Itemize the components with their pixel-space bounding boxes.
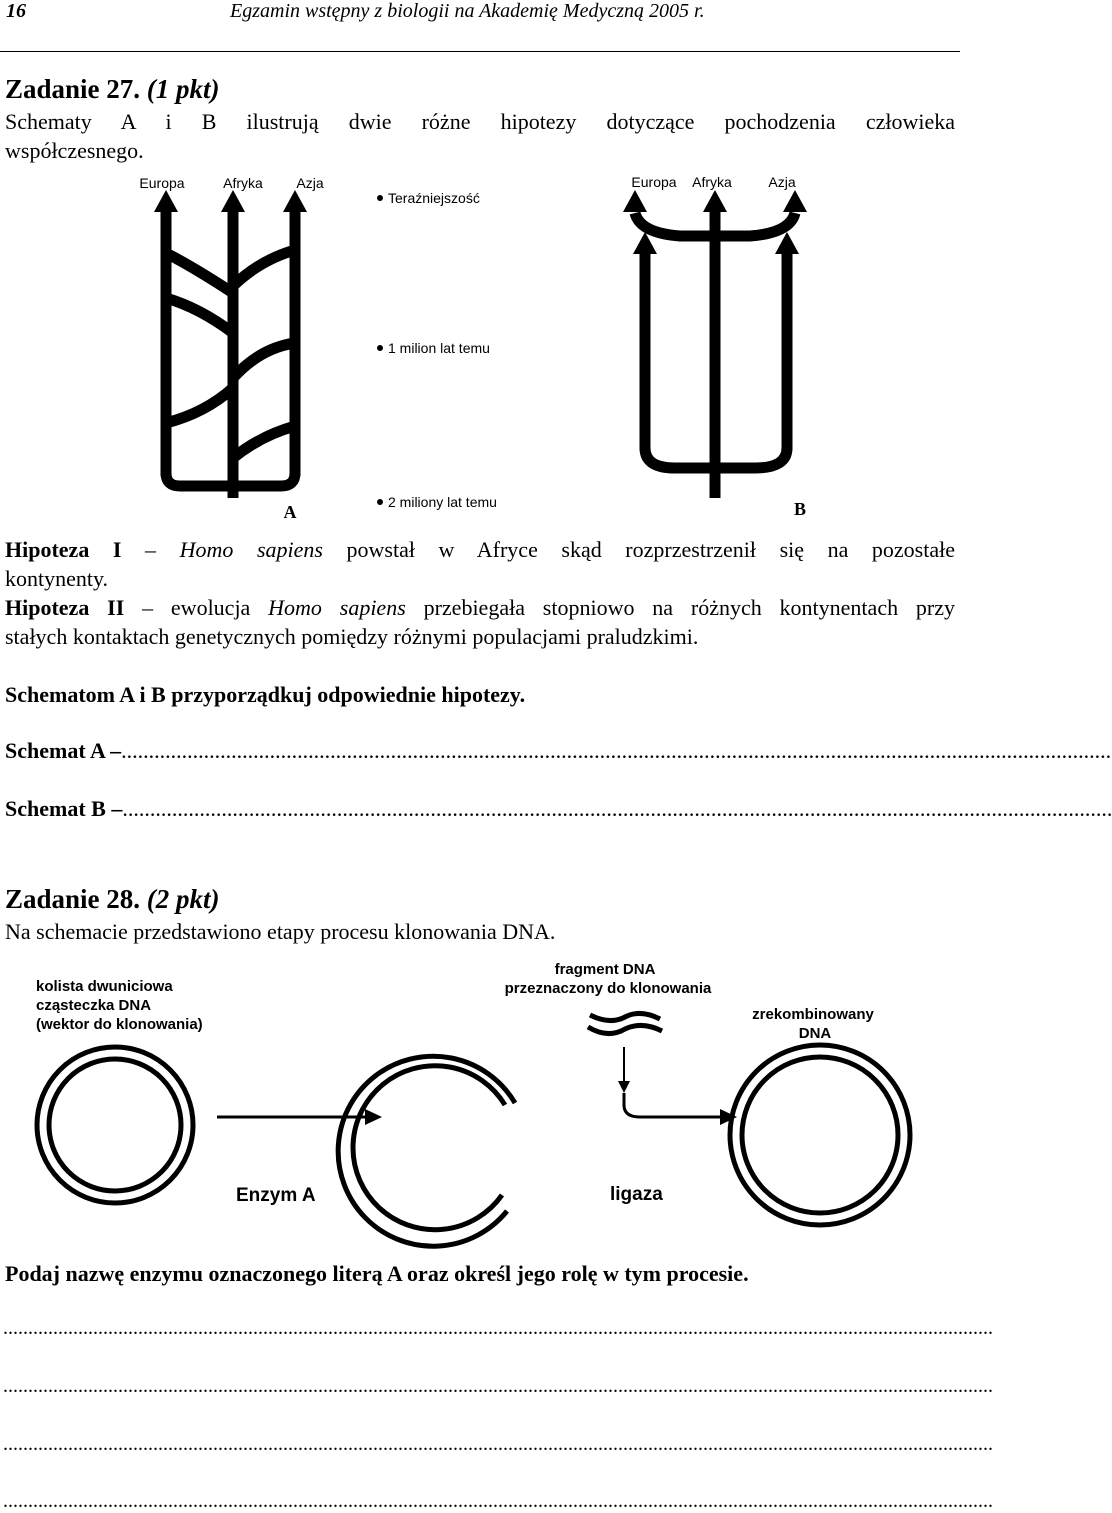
vector-label-line2: cząsteczka DNA xyxy=(36,997,152,1014)
hypothesis-1-line1 xyxy=(5,535,955,564)
fragment-strand-bottom xyxy=(588,1025,662,1033)
task-28-intro: Na schemacie przedstawiono etapy procesu klonowania DNA. xyxy=(5,919,556,944)
circular-vector-dna xyxy=(37,1047,193,1203)
scheme-a-label-azja: Azja xyxy=(296,175,324,191)
hypothesis-1-species: Homo sapiens xyxy=(179,537,323,562)
answer-b-label: Schemat B – xyxy=(5,796,123,821)
time-label-1m: 1 milion lat temu xyxy=(388,340,490,356)
hypothesis-2-line2: stałych kontaktach genetycznych pomiędzy różnymi populacjami praludzkimi. xyxy=(5,624,699,649)
task-27-question: Schematom A i B przyporządkuj odpowiednie hipotezy. xyxy=(5,682,526,707)
task-27-title xyxy=(5,74,220,105)
scheme-a-arrowheads xyxy=(154,190,307,212)
answer-line-3[interactable]: ...................................................................................................................................................................................................... xyxy=(3,1433,993,1455)
time-marker-present xyxy=(377,195,383,201)
vector-inner-strand xyxy=(49,1059,181,1191)
scheme-a-label-europa: Europa xyxy=(139,175,185,191)
process-arrow-1-head xyxy=(365,1109,382,1125)
ligase-label: ligaza xyxy=(610,1184,663,1205)
recombinant-inner-strand xyxy=(742,1057,898,1213)
dna-fragment xyxy=(588,1013,662,1033)
scheme-a-arrow-europa xyxy=(154,190,178,212)
scheme-b-label-afryka: Afryka xyxy=(692,174,732,190)
answer-line-scheme-a[interactable] xyxy=(5,738,1112,764)
dna-cloning-diagram xyxy=(20,955,940,1235)
enzyme-a-label: Enzym A xyxy=(236,1185,316,1206)
answer-b-dots: .................................................................................................................................................................................... xyxy=(122,796,1112,821)
recombinant-outer-strand xyxy=(730,1045,910,1225)
scheme-a-label-afryka: Afryka xyxy=(223,175,263,191)
scheme-a-gene-flow-1 xyxy=(166,253,233,293)
header-divider xyxy=(0,51,960,52)
scheme-a-diagram xyxy=(166,208,295,498)
scheme-b-arrow-azja xyxy=(783,190,807,212)
hypothesis-1-label: Hipoteza I xyxy=(5,537,122,562)
scheme-a-gene-flow-4 xyxy=(233,343,295,378)
fragment-label-line2: przeznaczony do klonowania xyxy=(504,980,712,997)
recombinant-dna xyxy=(730,1045,910,1225)
scheme-a-letter: A xyxy=(283,502,297,522)
answer-line-scheme-b[interactable] xyxy=(5,796,1112,822)
recombinant-label-line1: zrekombinowany xyxy=(752,1006,874,1023)
vector-label-line1: kolista dwuniciowa xyxy=(36,978,173,995)
process-arrow-2-shaft xyxy=(624,1093,720,1117)
scheme-a-gene-flow-3 xyxy=(166,298,233,333)
scheme-b-label-europa: Europa xyxy=(631,174,677,190)
hypothesis-2-dash: – ewolucja xyxy=(124,595,269,620)
scheme-b-diagram xyxy=(635,208,795,498)
time-marker-1m xyxy=(377,345,383,351)
opened-vector-inner-strand xyxy=(353,1066,505,1230)
task-28-question: Podaj nazwę enzymu oznaczonego literą A oraz określ jego rolę w tym procesie. xyxy=(5,1261,749,1286)
task-27-intro-line1: Schematy A i B ilustrują dwie różne hipotezy dotyczące pochodzenia człowieka xyxy=(5,109,955,134)
task-27-points: (1 pkt) xyxy=(146,74,220,104)
page-number: 16 xyxy=(6,0,26,22)
hypothesis-1-line2: kontynenty. xyxy=(5,566,109,591)
scheme-a-gene-flow-5 xyxy=(166,388,233,423)
hypothesis-2-label: Hipoteza II xyxy=(5,595,125,620)
scheme-a-gene-flow-2 xyxy=(233,250,295,286)
answer-a-label: Schemat A – xyxy=(5,738,122,763)
answer-line-2[interactable]: ...................................................................................................................................................................................................... xyxy=(3,1375,993,1397)
scheme-b-label-azja: Azja xyxy=(768,174,796,190)
task-27-intro-line2: współczesnego. xyxy=(5,138,144,163)
answer-line-4[interactable]: ...................................................................................................................................................................................................... xyxy=(3,1490,993,1512)
scheme-b-letter: B xyxy=(793,499,807,519)
fragment-arrow-head xyxy=(618,1081,630,1093)
scheme-a-gene-flow-6 xyxy=(233,426,295,458)
scheme-b-arrow-europa xyxy=(623,190,647,212)
vector-outer-strand xyxy=(37,1047,193,1203)
time-label-present: Teraźniejszość xyxy=(388,190,480,206)
task-28-title xyxy=(5,884,220,915)
answer-a-dots: .................................................................................................................................................................................... xyxy=(121,738,1112,763)
vector-label-line3: (wektor do klonowania) xyxy=(36,1016,203,1033)
task-28-number: Zadanie 28. xyxy=(5,884,141,914)
opened-vector-dna xyxy=(338,1056,515,1246)
time-label-2m: 2 miliony lat temu xyxy=(388,494,497,510)
fragment-strand-top xyxy=(590,1013,660,1020)
time-marker-2m xyxy=(377,499,383,505)
document-header-title: Egzamin wstępny z biologii na Akademię Medyczną 2005 r. xyxy=(230,0,705,22)
task-27-number: Zadanie 27. xyxy=(5,74,141,104)
hypothesis-2-species: Homo sapiens xyxy=(268,595,406,620)
answer-line-1[interactable]: ...................................................................................................................................................................................................... xyxy=(3,1317,993,1339)
scheme-b-arrow-afryka xyxy=(703,190,727,212)
hypothesis-2-text: przebiegała stopniowo na różnych kontynentach przy xyxy=(405,595,955,620)
scheme-a-arrow-azja xyxy=(283,190,307,212)
task-28-points: (2 pkt) xyxy=(146,884,220,914)
evolution-hypotheses-diagram xyxy=(140,168,840,528)
hypothesis-2-line1 xyxy=(5,593,955,622)
fragment-label-line1: fragment DNA xyxy=(554,961,656,978)
hypothesis-1-dash: – xyxy=(121,537,180,562)
scheme-a-arrow-afryka xyxy=(221,190,245,212)
recombinant-label-line2: DNA xyxy=(798,1025,832,1042)
hypothesis-1-text: powstał w Afryce skąd rozprzestrzenił się na pozostałe xyxy=(322,537,955,562)
